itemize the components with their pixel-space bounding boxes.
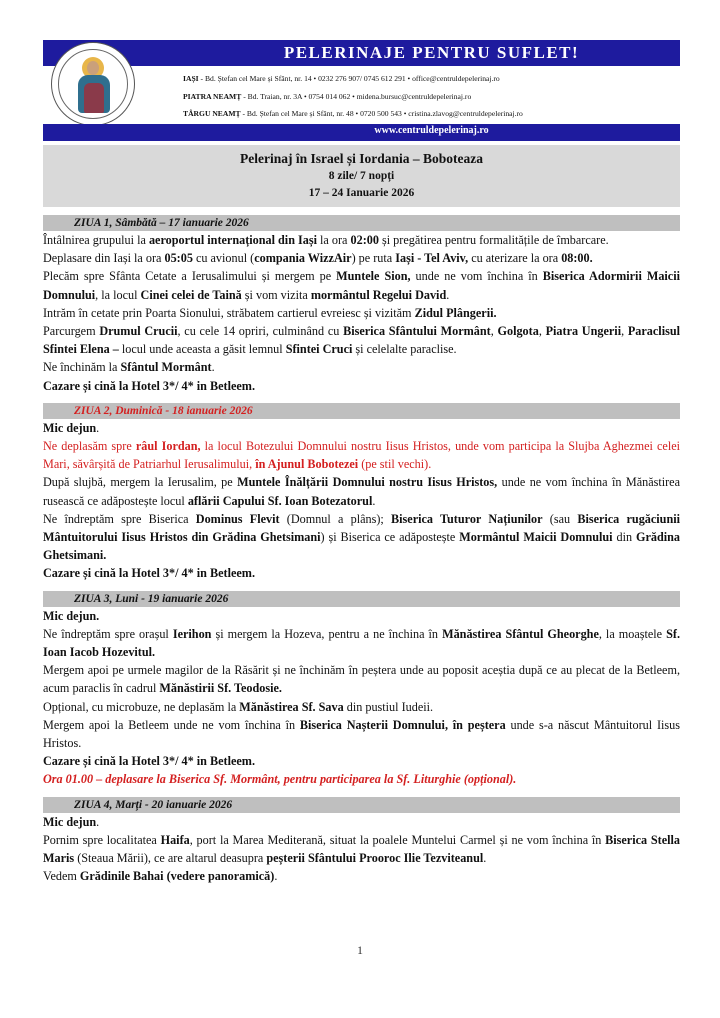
text-run: .	[274, 869, 278, 884]
text-run: Mănăstirea Sfântul Gheorghe	[442, 626, 599, 641]
day-header: ZIUA 4, Marți - 20 ianuarie 2026	[43, 797, 680, 813]
text-run: cu aterizare la ora	[468, 251, 562, 266]
logo-icon	[51, 42, 135, 126]
text-run: peșterii Sfântului Prooroc Ilie Tezviteanul	[266, 851, 484, 866]
text-run: Sfintei Cruci	[285, 342, 353, 357]
text-run: Muntele Înălțării Domnului nostru Iisus Hristos,	[237, 475, 498, 490]
trip-dates: 17 – 24 Ianuarie 2026	[308, 187, 415, 199]
text-run: Piatra Ungerii	[545, 324, 622, 339]
text-run: mormântul Regelui David	[310, 287, 447, 302]
text-run: Parcurgem	[43, 324, 100, 339]
itinerary-paragraph	[43, 752, 680, 770]
text-run: compania WizzAir	[254, 251, 352, 266]
itinerary-paragraph	[43, 867, 680, 885]
text-run: Biserica Sfântului Mormânt	[343, 324, 491, 339]
text-run: Mergem apoi la Betleem unde ne vom închina în	[43, 717, 300, 732]
text-run: Cazare și cină la Hotel 3*/ 4* in Betleem.	[43, 378, 256, 393]
text-run: Mic dejun.	[43, 608, 100, 623]
text-run: După slujbă, mergem la Ierusalim, pe	[43, 475, 238, 490]
office-city: IAȘI	[183, 74, 199, 83]
text-run: Pornim spre localitatea	[43, 832, 161, 847]
text-run: .	[96, 814, 100, 829]
page-number: 1	[357, 943, 363, 957]
itinerary-paragraph	[43, 625, 680, 661]
itinerary-paragraph	[43, 473, 680, 509]
text-run: locul unde aceasta a găsit lemnul	[118, 342, 286, 357]
text-run: , cu cele 14 opriri, culminând cu	[177, 324, 344, 339]
day-description	[43, 231, 680, 395]
itinerary-paragraph	[43, 607, 680, 625]
text-run: unde ne vom închina în Mănăstirea rusească ce adăpostește locul	[43, 475, 681, 508]
text-run: ,	[538, 324, 546, 339]
text-run: și mergem la Hozeva, pentru a ne închina în	[211, 626, 443, 641]
logo-figure-robe	[84, 83, 104, 113]
itinerary-paragraph	[43, 304, 680, 322]
text-run: (pe stil vechi).	[358, 457, 432, 472]
text-run: Sf. Ioan Iacob Hozevitul.	[43, 626, 680, 660]
text-run: ,	[621, 324, 628, 339]
text-run: din pustiul Iudeii.	[343, 699, 434, 714]
logo-figure-face	[87, 61, 99, 75]
text-run: unde s-a născut Mântuitorul Iisus Hristos.	[43, 717, 680, 751]
text-run: Golgota	[497, 324, 539, 339]
text-run: Grădinile Bahai (vedere panoramică)	[79, 869, 275, 884]
text-run: Sfântul Mormânt	[120, 360, 212, 375]
trip-title-box	[43, 145, 680, 207]
text-run: Zidul Plângerii.	[414, 305, 497, 320]
text-run: din	[612, 530, 636, 545]
text-run: Plecăm spre Sfânta Cetate a Ierusalimului și mergem pe	[43, 269, 337, 284]
text-run: Biserica Adormirii Maicii Domnului	[43, 269, 680, 302]
day-header: ZIUA 2, Duminică - 18 ianuarie 2026	[43, 403, 680, 419]
text-run: Muntele Sion,	[336, 269, 411, 284]
text-run: aflării Capului Sf. Ioan Botezatorul	[187, 493, 373, 508]
text-run: (Domnul a plâns);	[279, 511, 392, 526]
itinerary-paragraph	[43, 661, 680, 697]
day-description	[43, 419, 680, 583]
itinerary-paragraph	[43, 377, 680, 395]
text-run: Mormântul Maicii Domnului	[459, 530, 613, 545]
office-line	[183, 105, 523, 123]
text-run: Biserica Stella Maris	[43, 832, 680, 866]
text-run: Opțional, cu microbuze, ne deplasăm la	[43, 699, 240, 714]
day-description	[43, 607, 680, 789]
itinerary-paragraph	[43, 564, 680, 582]
text-run: la ora	[317, 233, 351, 247]
office-details: - Bd. Traian, nr. 3A • 0754 014 062 • midena.bursuc@centruldepelerinaj.ro	[241, 91, 472, 101]
text-run: Vedem	[43, 869, 80, 884]
text-run: ,	[490, 324, 498, 339]
text-run: Grădina Ghetsimani.	[43, 530, 680, 563]
text-run: 02:00	[350, 233, 379, 247]
itinerary	[43, 215, 680, 886]
text-run: , la moaștele	[598, 626, 667, 641]
day-header: ZIUA 1, Sâmbătă – 17 ianuarie 2026	[43, 215, 680, 231]
itinerary-paragraph	[43, 813, 680, 831]
text-run: Biserica Nașterii Domnului, în peștera	[299, 717, 506, 732]
header-title: PELERINAJE PENTRU SUFLET!	[283, 43, 580, 62]
office-details: - Bd. Ștefan cel Mare și Sfânt, nr. 14 • 0232 276 907/ 0745 612 291 • office@centruldepelerinaj.ro	[198, 74, 500, 83]
text-run: .	[372, 493, 376, 508]
trip-duration: 8 zile/ 7 nopți	[328, 170, 395, 182]
text-run: Intrăm în cetate prin Poarta Sionului, străbatem cartierul evreiesc și vizităm	[43, 305, 415, 320]
itinerary-paragraph	[43, 716, 680, 752]
letterhead	[43, 40, 680, 141]
text-run: unde ne vom închina în	[410, 269, 543, 284]
text-run: (Steaua Mării), ce are altarul deasupra	[74, 851, 267, 866]
text-run: cu avionul (	[192, 251, 255, 266]
text-run: Drumul Crucii	[99, 324, 178, 339]
text-run: la locul Botezului Domnului nostru Iisus Hristos, unde vom participa la Slujba Aghezmei celei Mari, săvârșită de Patriarhul Ierusalimului,	[43, 439, 680, 472]
day-description	[43, 813, 680, 886]
text-run: Mic dejun	[43, 814, 97, 829]
text-run: Cazare și cină la Hotel 3*/ 4* in Betleem.	[43, 754, 256, 769]
text-run: și vom vizita	[241, 287, 311, 302]
text-run: și celelalte paraclise.	[352, 342, 457, 357]
itinerary-paragraph	[43, 358, 680, 376]
itinerary-paragraph	[43, 231, 680, 249]
text-run: (sau	[542, 511, 578, 526]
text-run: Mic dejun	[43, 420, 97, 435]
itinerary-paragraph	[43, 419, 680, 437]
itinerary-paragraph	[43, 437, 680, 473]
text-run: Ne închinăm la	[43, 360, 121, 375]
text-run: Mănăstirea Sf. Sava	[239, 699, 344, 714]
text-run: Ora 01.00 – deplasare la Biserica Sf. Mormânt, pentru participarea la Sf. Liturghie (opțional).	[43, 772, 517, 787]
office-line	[183, 70, 523, 88]
itinerary-paragraph	[43, 770, 680, 788]
trip-title: Pelerinaj în Israel și Iordania – Boboteaza	[240, 151, 483, 166]
text-run: Ierihon	[172, 626, 212, 641]
text-run: .	[211, 360, 215, 375]
text-run: Ne îndreptăm spre orașul	[43, 626, 173, 641]
text-run: 05:05	[164, 251, 193, 266]
office-city: TÂRGU NEAMȚ	[183, 109, 241, 118]
text-run: 08:00.	[561, 251, 593, 266]
text-run: și pregătirea pentru formalitățile de îmbarcare.	[378, 233, 609, 247]
text-run: Iași - Tel Aviv,	[395, 251, 469, 266]
itinerary-paragraph	[43, 322, 680, 358]
itinerary-paragraph	[43, 831, 680, 867]
itinerary-paragraph	[43, 698, 680, 716]
text-run: Dominus Flevit	[195, 511, 280, 526]
office-city: PIATRA NEAMȚ	[183, 91, 242, 101]
text-run: Paraclisul Sfintei Elena –	[43, 324, 680, 357]
day-header: ZIUA 3, Luni - 19 ianuarie 2026	[43, 591, 680, 607]
itinerary-paragraph	[43, 267, 680, 303]
text-run: .	[483, 851, 487, 866]
text-run: în Ajunul Bobotezei	[255, 457, 359, 472]
text-run: Biserica rugăciunii Mântuitorului Iisus Hristos din Grădina Ghetsimani	[43, 511, 681, 545]
text-run: Biserica Tuturor Națiunilor	[391, 511, 543, 526]
text-run: Cinei celei de Taină	[140, 287, 242, 302]
itinerary-paragraph	[43, 510, 680, 565]
text-run: aeroportul internațional din Iași	[148, 233, 317, 247]
text-run: .	[446, 287, 450, 302]
text-run: Întâlnirea grupului la	[43, 233, 149, 247]
office-line	[183, 88, 523, 106]
document-page	[43, 40, 680, 886]
text-run: Haifa	[160, 832, 190, 847]
office-details: - Bd. Ștefan cel Mare și Sfânt, nr. 48 • 0720 500 543 • cristina.zlavog@centruldepelerinaj.ro	[240, 109, 523, 118]
itinerary-paragraph	[43, 249, 680, 267]
text-run: ) pe ruta	[351, 251, 396, 266]
text-run: , la locul	[95, 287, 141, 302]
text-run: , port la Marea Mediterană, situat la poalele Muntelui Carmel și ne vom închina în	[189, 832, 606, 847]
text-run: Cazare și cină la Hotel 3*/ 4* in Betleem.	[43, 566, 256, 581]
text-run: râul Iordan,	[135, 439, 201, 454]
text-run: Mergem apoi pe urmele magilor de la Răsărit și ne închinăm în peștera unde au poposit aceștia după ce au plecat de la Betleem, acum paraclis în cadrul	[43, 663, 680, 696]
text-run: .	[96, 420, 100, 435]
text-run: Mănăstirii Sf. Teodosie.	[159, 681, 282, 696]
text-run: Ne deplasăm spre	[43, 439, 136, 454]
text-run: Deplasare din Iași la ora	[43, 251, 165, 266]
website-link[interactable]: www.centruldepelerinaj.ro	[374, 125, 489, 136]
text-run: Ne îndreptăm spre Biserica	[43, 511, 196, 526]
text-run: ) și Biserica ce adăpostește	[320, 530, 460, 545]
office-contacts	[183, 70, 523, 123]
